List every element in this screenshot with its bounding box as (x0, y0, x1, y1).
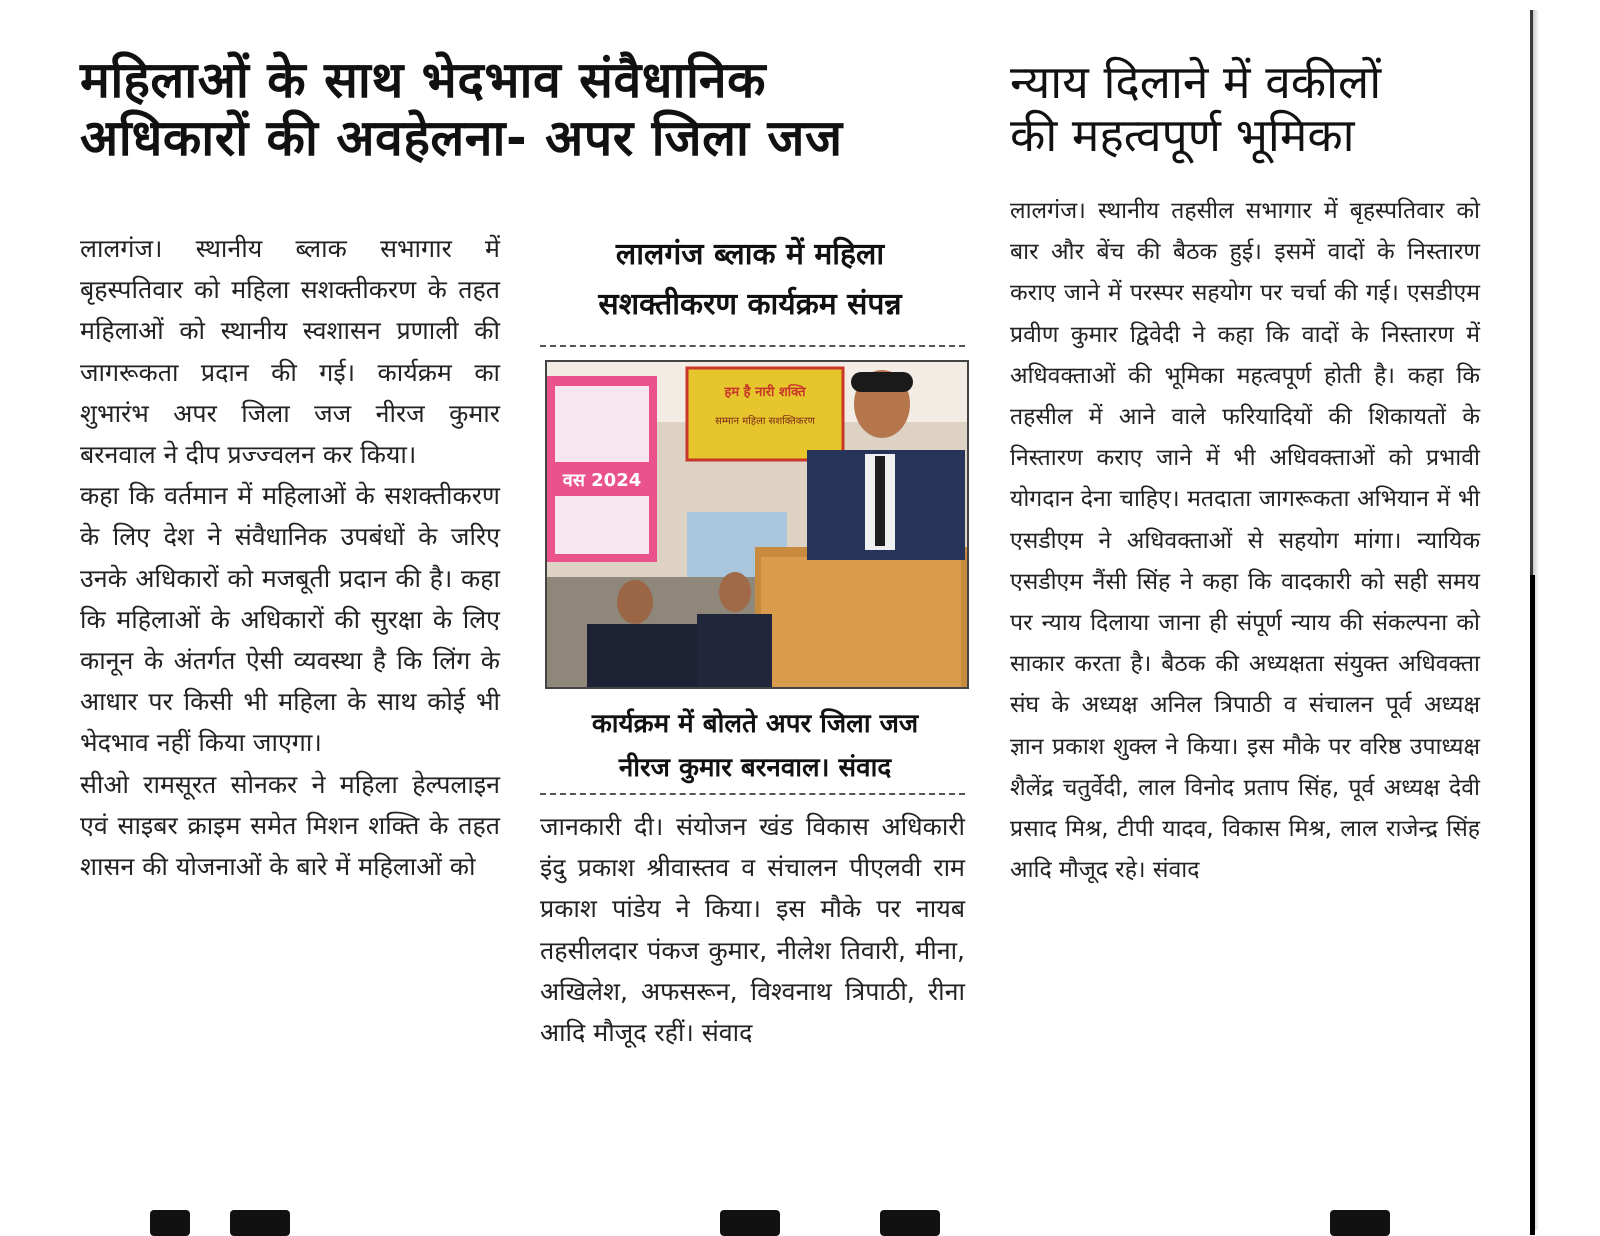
subhead-line-2: सशक्तीकरण कार्यक्रम संपन्न (598, 287, 902, 322)
event-photo-illustration (547, 362, 967, 687)
banner-subtitle-text: सम्मान महिला सशक्तिकरण (715, 416, 815, 427)
dashed-divider (540, 345, 965, 347)
left-headline-line-1: महिलाओं के साथ भेदभाव संवैधानिक (80, 51, 767, 109)
caption-line-2: नीरज कुमार बरनवाल। संवाद (618, 753, 892, 783)
caption-line-1: कार्यक्रम में बोलते अपर जिला जज (591, 709, 919, 739)
left-paragraph-3: सीओ रामसूरत सोनकर ने महिला हेल्पलाइन एवं साइबर क्राइम समेत मिशन शक्ति के तहत शासन की योजनाओं के बारे में महिलाओं को (80, 769, 500, 882)
middle-article-column (540, 806, 965, 1053)
left-article-headline (80, 52, 980, 167)
cropped-glyph (230, 1210, 290, 1236)
banner-title-text: हम है नारी शक्ति (724, 385, 806, 400)
right-article-headline (1010, 56, 1510, 162)
left-paragraph-2: कहा कि वर्तमान में महिलाओं के सशक्तीकरण के लिए देश ने संवैधानिक उपबंधों के जरिए उनके अधिकारों को मजबूती प्रदान की है। कहा कि महिलाओं के अधिकारों की सुरक्षा के लिए कानून के अंतर्गत ऐसी व्यवस्था है कि लिंग के आधार पर किसी भी महिला के साथ कोई भी भेदभाव नहीं किया जाएगा। (80, 481, 500, 758)
right-headline-line-2: की महत्वपूर्ण भूमिका (1010, 107, 1355, 162)
subhead-line-1: लालगंज ब्लाक में महिला (615, 237, 885, 272)
poster-year-text: वस 2024 (562, 470, 642, 491)
dashed-divider (540, 793, 965, 795)
cropped-glyph (1330, 1210, 1390, 1236)
left-article-column (80, 228, 500, 887)
cropped-glyph (880, 1210, 940, 1236)
photo-caption (545, 702, 965, 790)
right-headline-line-1: न्याय दिलाने में वकीलों (1010, 55, 1382, 109)
left-paragraph-1: लालगंज। स्थानीय ब्लाक सभागार में बृहस्पतिवार को महिला सशक्तीकरण के तहत महिलाओं को स्थानीय स्वशासन प्रणाली की जागरूकता प्रदान की गई। कार्यक्रम का शुभारंभ अपर जिला जज नीरज कुमार बरनवाल ने दीप प्रज्ज्वलन कर किया। (80, 234, 500, 470)
left-article-subhead (535, 230, 965, 330)
page-fold-edge (1530, 575, 1535, 1235)
left-headline-line-2: अधिकारों की अवहेलना- अपर जिला जज (80, 108, 843, 167)
event-photo (545, 360, 969, 689)
right-article-column (1010, 191, 1480, 891)
cropped-glyph (720, 1210, 780, 1236)
cropped-glyph (150, 1210, 190, 1236)
cropped-next-headline (0, 1196, 1600, 1236)
middle-paragraph: जानकारी दी। संयोजन खंड विकास अधिकारी इंदु प्रकाश श्रीवास्तव व संचालन पीएलवी राम प्रकाश पांडेय ने किया। इस मौके पर नायब तहसीलदार पंकज कुमार, नीलेश तिवारी, मीना, अखिलेश, अफसरून, विश्वनाथ त्रिपाठी, रीना आदि मौजूद रहीं। संवाद (540, 812, 965, 1048)
right-article-body: लालगंज। स्थानीय तहसील सभागार में बृहस्पतिवार को बार और बेंच की बैठक हुई। इसमें वादों के निस्तारण कराए जाने में परस्पर सहयोग पर चर्चा की गई। एसडीएम प्रवीण कुमार द्विवेदी ने कहा कि वादों के निस्तारण में अधिवक्ताओं की भूमिका महत्वपूर्ण होती है। कहा कि तहसील में आने वाले फरियादियों की शिकायतों के निस्तारण कराए जाने में भी अधिवक्ताओं को प्रभावी योगदान देना चाहिए। मतदाता जागरूकता अभियान में भी एसडीएम ने अधिवक्ताओं से सहयोग मांगा। न्यायिक एसडीएम नैंसी सिंह ने कहा कि वादकारी को सही समय पर न्याय दिलाया जाना ही संपूर्ण न्याय की संकल्पना को साकार करता है। बैठक की अध्यक्षता संयुक्त अधिवक्ता संघ के अध्यक्ष अनिल त्रिपाठी व संचालन पूर्व अध्यक्ष ज्ञान प्रकाश शुक्ल ने किया। इस मौके पर वरिष्ठ उपाध्यक्ष शैलेंद्र चतुर्वेदी, लाल विनोद प्रताप सिंह, पूर्व अध्यक्ष देवी प्रसाद मिश्र, टीपी यादव, विकास मिश्र, लाल राजेन्द्र सिंह आदि मौजूद रहे। संवाद (1010, 198, 1480, 884)
